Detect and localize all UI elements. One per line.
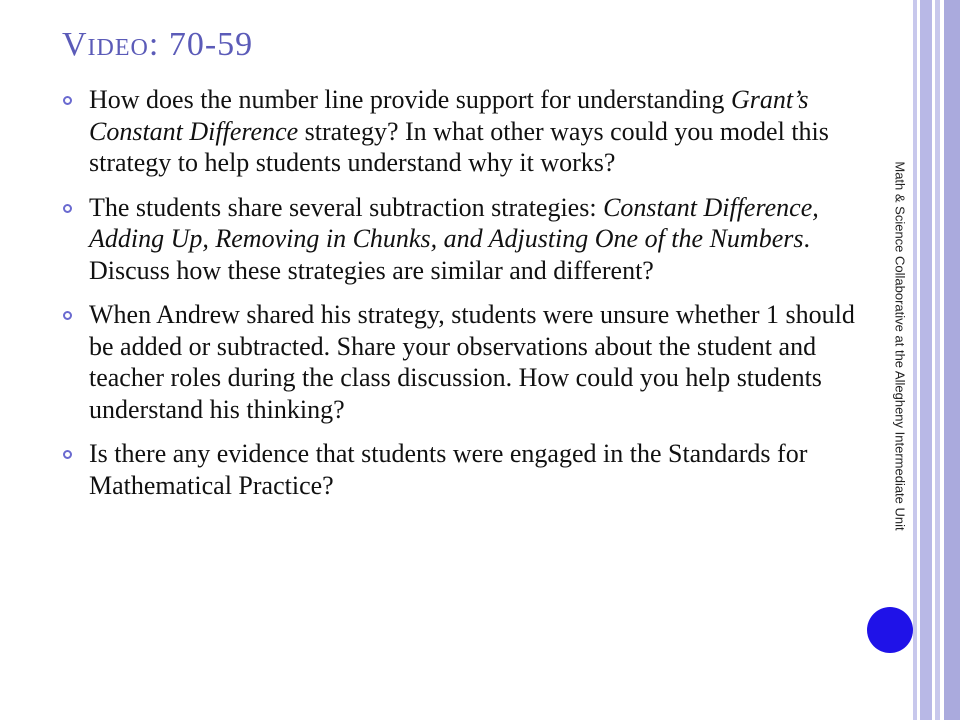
bullet-list (62, 84, 862, 514)
bullet-circle-icon (63, 450, 72, 459)
bullet-circle-icon (63, 204, 72, 213)
side-bar (913, 0, 917, 720)
side-bar (920, 0, 932, 720)
decorative-circle (867, 607, 913, 653)
bullet-text: Is there any evidence that students were engaged in the Standards for Mathematical Practice? (89, 439, 808, 500)
bullet-text: The students share several subtraction strategies: (89, 192, 604, 222)
bullet-text: When Andrew shared his strategy, students were unsure whether 1 should be added or subtracted. Share your observations about the student and teacher roles during the class discussion. How could you help students understand his thinking? (89, 300, 855, 424)
bullet-circle-icon (63, 311, 72, 320)
bullet-item (62, 84, 862, 179)
bullet-item (62, 299, 862, 425)
side-bar (935, 0, 940, 720)
slide-title: Video: 70-59 (62, 26, 254, 63)
bullet-text: How does the number line provide support for understanding (89, 85, 731, 114)
bullet-text: strategy? In what other ways could you model this strategy to help students understand why it works? (89, 116, 829, 177)
side-bar (944, 0, 960, 720)
bullet-emphasis: Grant’s Constant Difference (89, 85, 809, 146)
bullet-circle-icon (63, 96, 72, 105)
bullet-item (62, 192, 862, 287)
bullet-emphasis: Constant Difference, Adding Up, Removing in Chunks, and Adjusting One of the Numbers (89, 192, 819, 253)
bullet-text: . Discuss how these strategies are similar and different? (89, 224, 810, 285)
vertical-footer-text: Math & Science Collaborative at the Allegheny Intermediate Unit (892, 161, 908, 531)
bullet-item (62, 438, 862, 501)
